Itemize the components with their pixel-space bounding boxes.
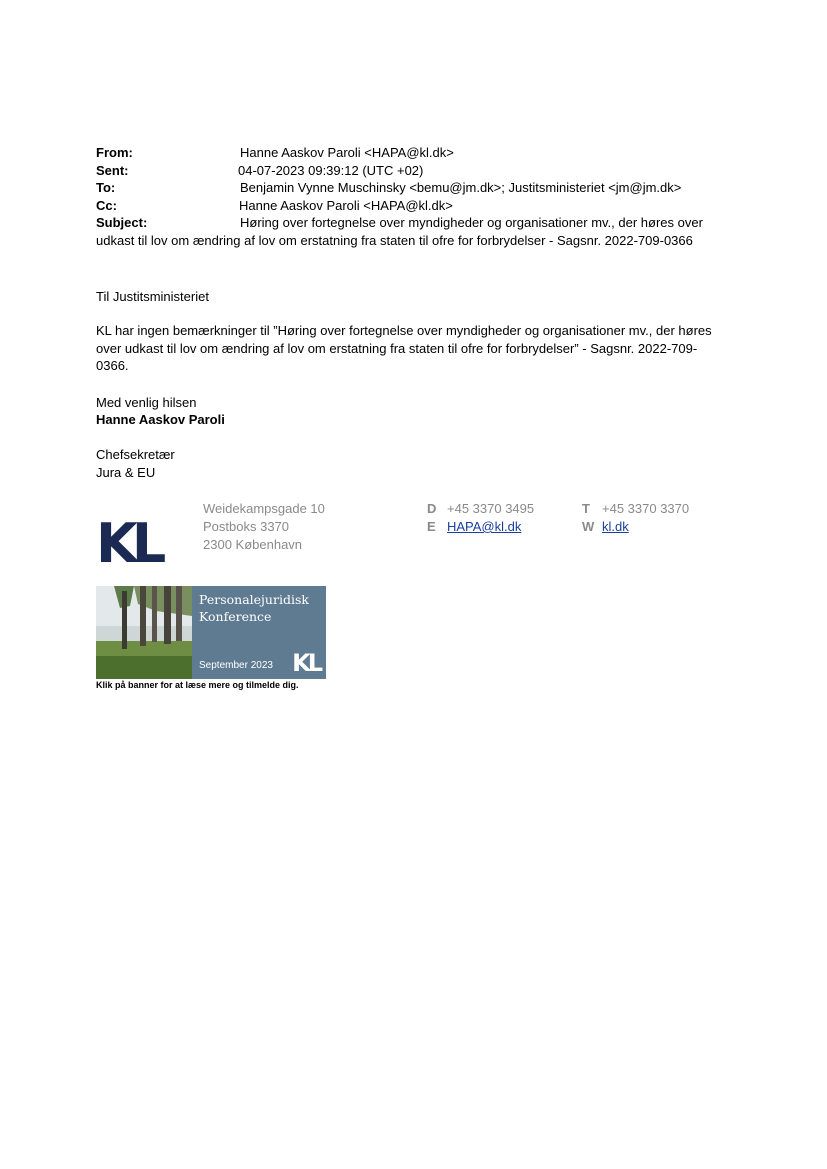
kl-logo	[96, 512, 161, 575]
banner-date: September 2023	[199, 660, 273, 671]
address-line-2: Postboks 3370	[203, 519, 290, 534]
sender-title: Chefsekretær	[96, 447, 175, 462]
from-value: Hanne Aaskov Paroli <HAPA@kl.dk>	[240, 145, 454, 160]
direct-label: D	[427, 501, 437, 516]
to-value: Benjamin Vynne Muschinsky <bemu@jm.dk>; Justitsministeriet <jm@jm.dk>	[240, 180, 682, 195]
sender-department: Jura & EU	[96, 465, 156, 480]
subject-line-2: udkast til lov om ændring af lov om erstatning fra staten til ofre for forbrydelser - Sagsnr. 2022-709-0366	[96, 232, 693, 248]
address-line-1: Weidekampsgade 10	[203, 501, 325, 516]
from-row	[96, 144, 736, 162]
banner-title-line-1: Personalejuridisk	[199, 592, 309, 607]
email-label: E	[427, 519, 436, 534]
banner-kl-logo: KL	[292, 649, 320, 677]
web-link[interactable]: kl.dk	[602, 519, 629, 534]
tel-label: T	[582, 501, 590, 516]
paragraph-line-3: 0366.	[96, 358, 129, 373]
banner-title	[199, 591, 309, 625]
paragraph-line-2: over udkast til lov om ændring af lov om erstatning fra staten til ofre for forbrydelser” - Sagsnr. 2022-709-	[96, 340, 698, 356]
banner-title-line-2: Konference	[199, 609, 272, 624]
to-label: To:	[96, 180, 116, 195]
forest-photo	[96, 586, 192, 679]
tel-phone: +45 3370 3370	[602, 501, 690, 516]
greeting: Til Justitsministeriet	[96, 289, 209, 304]
from-label: From:	[96, 145, 133, 160]
sender-name: Hanne Aaskov Paroli	[96, 412, 225, 427]
conference-banner[interactable]	[96, 586, 326, 679]
cc-row	[96, 197, 736, 215]
contact-main-block	[582, 500, 689, 536]
subject-label: Subject:	[96, 215, 148, 230]
paragraph-line-1: KL har ingen bemærkninger til ”Høring over fortegnelse over myndigheder og organisationer mv., der høres	[96, 323, 712, 338]
email-header	[96, 144, 736, 249]
sent-value: 04-07-2023 09:39:12 (UTC +02)	[238, 162, 424, 178]
web-label: W	[582, 519, 595, 534]
kl-logo-text: KL	[96, 512, 161, 575]
contact-direct-block	[427, 500, 534, 536]
subject-row	[96, 214, 736, 232]
address-block	[203, 500, 325, 554]
closing: Med venlig hilsen	[96, 395, 197, 410]
banner-caption: Klik på banner for at læse mere og tilmelde dig.	[96, 680, 299, 690]
direct-phone: +45 3370 3495	[447, 501, 535, 516]
cc-label: Cc:	[96, 197, 117, 213]
to-row	[96, 179, 736, 197]
banner-panel	[192, 586, 326, 679]
address-line-3: 2300 København	[203, 537, 303, 552]
sent-row	[96, 162, 736, 180]
subject-line-1: Høring over fortegnelse over myndigheder og organisationer mv., der høres over	[240, 215, 703, 230]
email-link[interactable]: HAPA@kl.dk	[447, 519, 522, 534]
body-paragraph	[96, 322, 736, 375]
sent-label: Sent:	[96, 162, 129, 178]
cc-value: Hanne Aaskov Paroli <HAPA@kl.dk>	[239, 197, 453, 213]
